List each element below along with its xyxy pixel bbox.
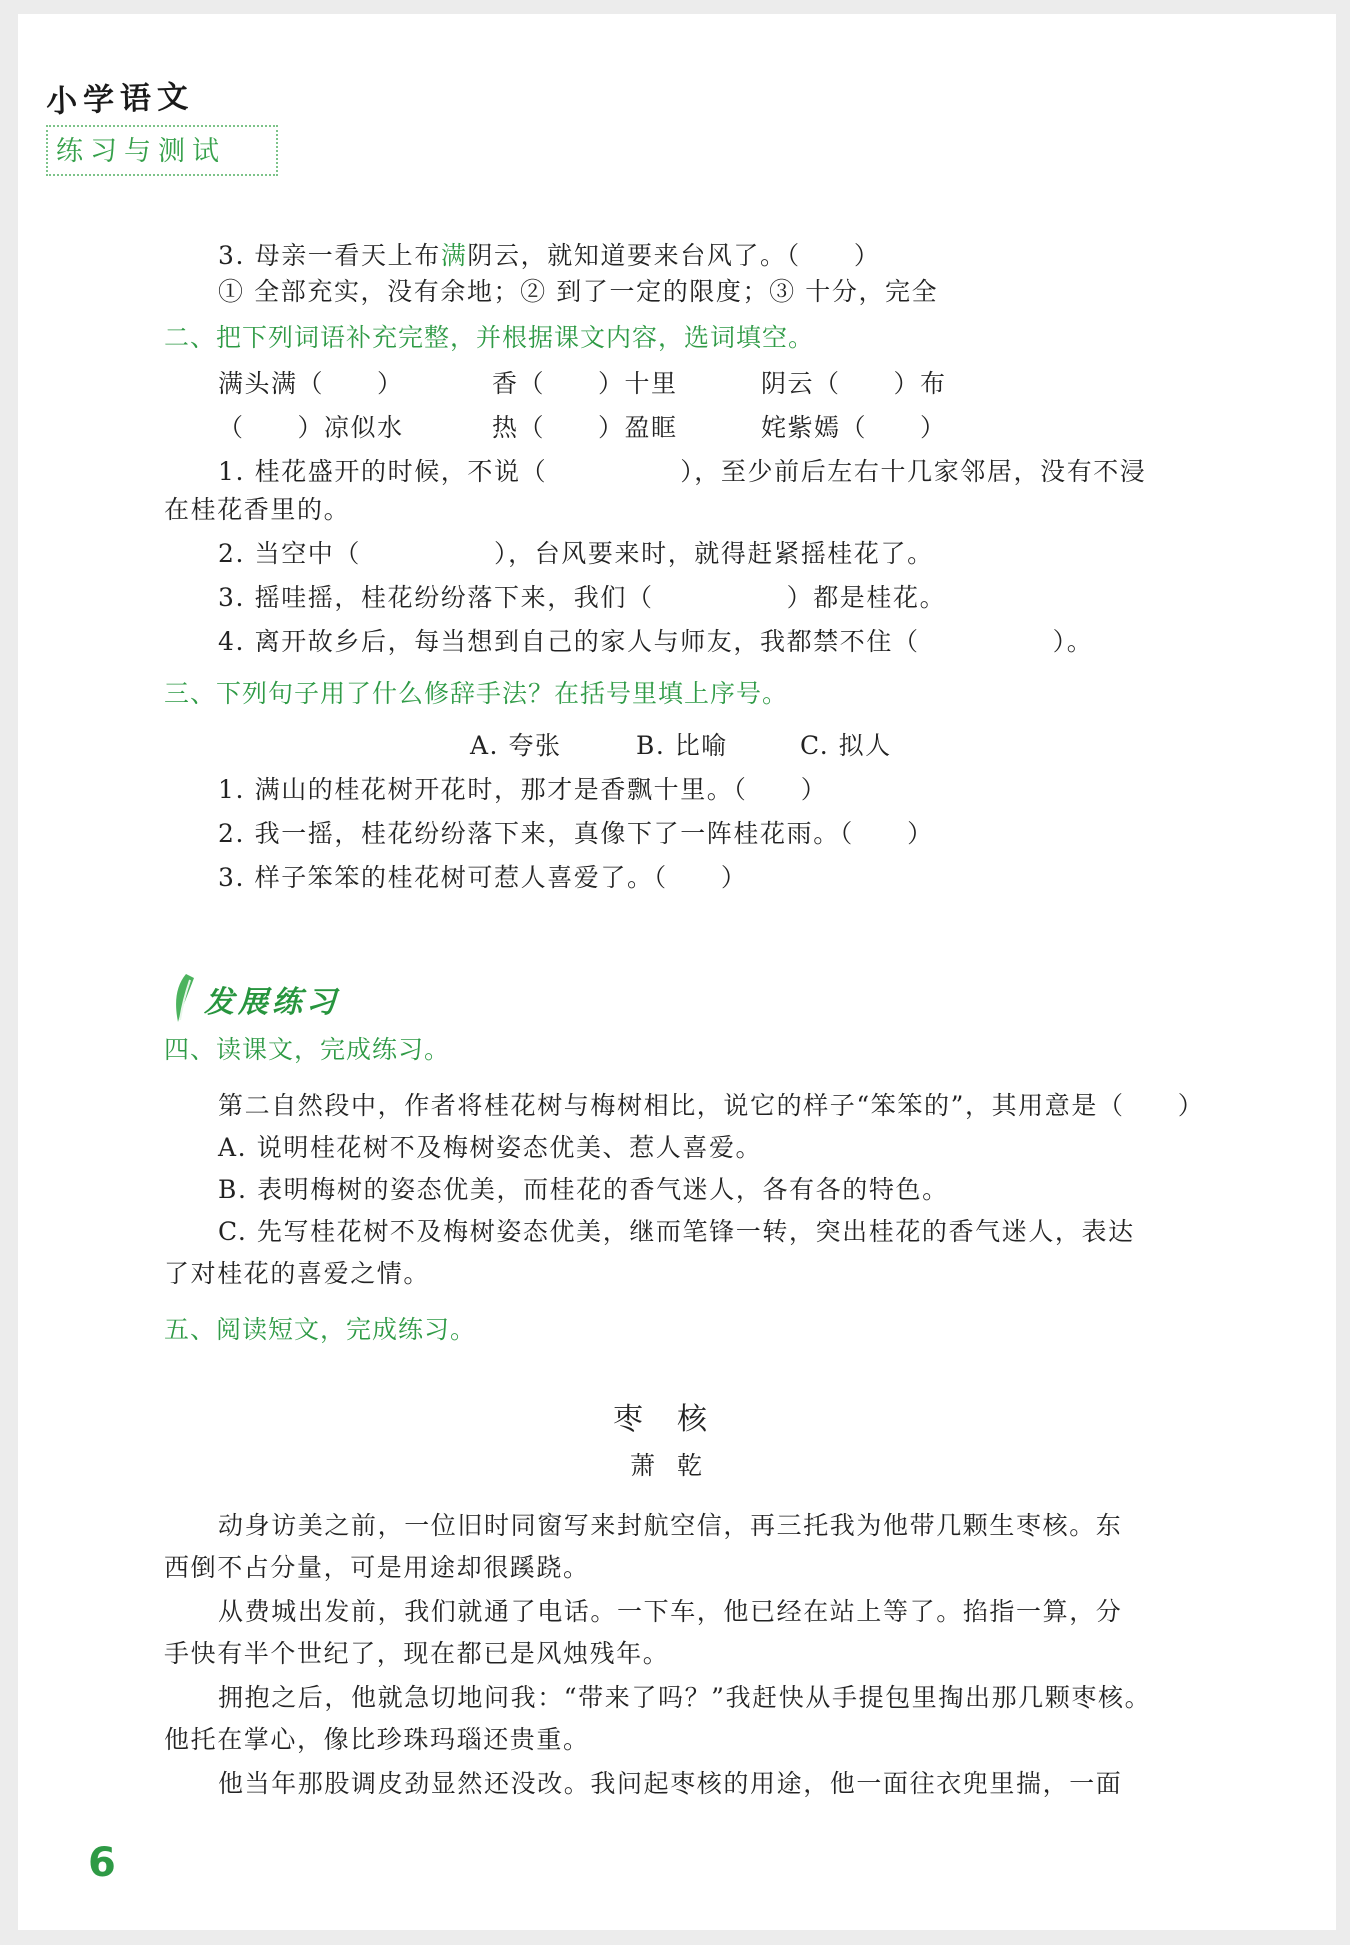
section-5-heading: 五、阅读短文，完成练习。 <box>164 1315 477 1344</box>
choice-c: C. 拟人 <box>800 731 892 760</box>
word-item: 热（ ）盈眶 <box>492 413 678 442</box>
page-number: 6 <box>88 1840 116 1886</box>
workbook-page <box>18 14 1336 1930</box>
section-3-heading: 三、下列句子用了什么修辞手法？在括号里填上序号。 <box>164 679 789 708</box>
leaf-icon <box>168 972 198 1026</box>
fill-question-1: 1. 桂花盛开的时候，不说（ ），至少前后左右十几家邻居，没有不浸 <box>218 457 1147 486</box>
rhetoric-question-3: 3. 样子笨笨的桂花树可惹人喜爱了。（ ） <box>218 863 748 892</box>
article-paragraph-3-cont: 他托在掌心，像比珍珠玛瑙还贵重。 <box>164 1725 590 1754</box>
development-section-label <box>168 972 340 1026</box>
choice-a: A. 夸张 <box>470 731 562 760</box>
question-3: 3. 母亲一看天上布满阴云，就知道要来台风了。（ ） <box>218 241 881 270</box>
reading-stem: 第二自然段中，作者将桂花树与梅树相比，说它的样子“笨笨的”，其用意是（ ） <box>218 1091 1205 1120</box>
article-paragraph-1-cont: 西倒不占分量，可是用途却很蹊跷。 <box>164 1553 590 1582</box>
options-line: ① 全部充实，没有余地；② 到了一定的限度；③ 十分，完全 <box>218 277 939 306</box>
option-c: C. 先写桂花树不及梅树姿态优美，继而笔锋一转，突出桂花的香气迷人，表达 <box>218 1217 1135 1246</box>
word-item: 姹紫嫣（ ） <box>761 413 947 442</box>
article-paragraph-2-cont: 手快有半个世纪了，现在都已是风烛残年。 <box>164 1639 670 1668</box>
fill-question-4: 4. 离开故乡后，每当想到自己的家人与师友，我都禁不住（ ）。 <box>218 627 1094 656</box>
book-subtitle: 练习与测试 <box>46 125 278 176</box>
article-author: 萧乾 <box>629 1451 724 1480</box>
series-title: 小学语文 <box>45 78 195 120</box>
option-b: B. 表明梅树的姿态优美，而桂花的香气迷人，各有各的特色。 <box>218 1175 949 1204</box>
word-item: 阴云（ ）布 <box>761 369 947 398</box>
word-item: 满头满（ ） <box>218 369 404 398</box>
book-header <box>46 76 278 176</box>
option-c-cont: 了对桂花的喜爱之情。 <box>164 1259 431 1288</box>
option-a: A. 说明桂花树不及梅树姿态优美、惹人喜爱。 <box>218 1133 763 1162</box>
fill-question-2: 2. 当空中（ ），台风要来时，就得赶紧摇桂花了。 <box>218 539 934 568</box>
highlighted-char: 满 <box>440 241 468 270</box>
article-paragraph-4: 他当年那股调皮劲显然还没改。我问起枣核的用途，他一面往衣兜里揣，一面 <box>218 1769 1123 1798</box>
section-4-heading: 四、读课文，完成练习。 <box>164 1035 451 1064</box>
fill-question-3: 3. 摇哇摇，桂花纷纷落下来，我们（ ）都是桂花。 <box>218 583 947 612</box>
development-label-text: 发展练习 <box>204 985 340 1020</box>
word-item: （ ）凉似水 <box>218 413 404 442</box>
rhetoric-question-1: 1. 满山的桂花树开花时，那才是香飘十里。（ ） <box>218 775 828 804</box>
choice-b: B. 比喻 <box>636 731 728 760</box>
rhetoric-question-2: 2. 我一摇，桂花纷纷落下来，真像下了一阵桂花雨。（ ） <box>218 819 934 848</box>
fill-question-1-cont: 在桂花香里的。 <box>164 495 351 524</box>
article-title: 枣核 <box>613 1402 741 1437</box>
section-2-heading: 二、把下列词语补充完整，并根据课文内容，选词填空。 <box>164 323 815 352</box>
article-paragraph-1: 动身访美之前，一位旧时同窗写来封航空信，再三托我为他带几颗生枣核。东 <box>218 1511 1123 1540</box>
article-paragraph-3: 拥抱之后，他就急切地问我：“带来了吗？”我赶快从手提包里掏出那几颗枣核。 <box>218 1683 1152 1712</box>
article-paragraph-2: 从费城出发前，我们就通了电话。一下车，他已经在站上等了。掐指一算，分 <box>218 1597 1123 1626</box>
word-item: 香（ ）十里 <box>492 369 678 398</box>
